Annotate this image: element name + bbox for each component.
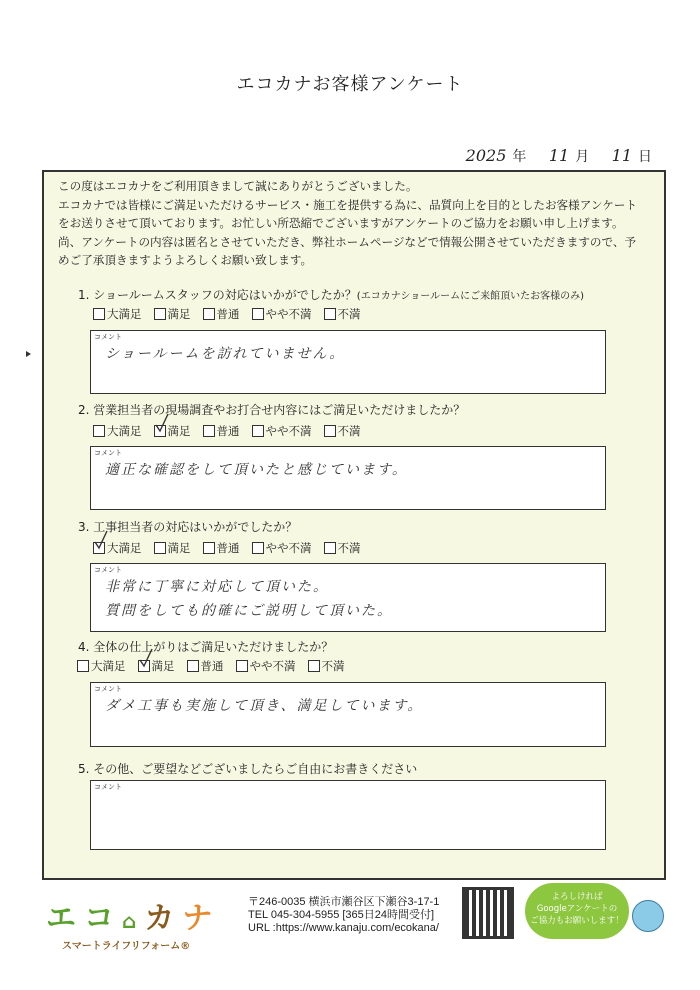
rating-option[interactable] (308, 658, 345, 674)
rating-option[interactable] (77, 658, 126, 674)
option-label: 大満足 (107, 541, 142, 555)
checkbox[interactable] (154, 542, 166, 554)
scan-marker-icon (26, 351, 31, 357)
handwritten-comment: ダメ工事も実施して頂き、満足しています。 (105, 698, 424, 714)
handwritten-comment: 適正な確認をして頂いたと感じています。 (105, 462, 408, 478)
rating-option[interactable] (93, 306, 142, 322)
option-label: 大満足 (91, 659, 126, 673)
comment-label: コメント (94, 685, 122, 693)
option-label: 不満 (337, 541, 361, 555)
comment-label: コメント (94, 333, 122, 341)
checkbox[interactable] (324, 542, 336, 554)
rating-option[interactable] (203, 306, 240, 322)
month-label: 月 (575, 149, 590, 165)
checkbox[interactable] (324, 308, 336, 320)
question-text: 1. ショールームスタッフの対応はいかがでしたか？ (78, 288, 357, 302)
date-day: 11 (611, 146, 632, 165)
rating-option[interactable] (252, 306, 312, 322)
question-text: 3. 工事担当者の対応はいかがでしたか？ (78, 520, 298, 534)
date-line (448, 146, 652, 166)
option-label: 大満足 (107, 307, 142, 321)
comment-box[interactable] (90, 446, 606, 510)
check-mark-icon (154, 413, 170, 433)
option-label: 満足 (151, 659, 175, 673)
option-label: 不満 (337, 424, 361, 438)
handwritten-comment: 質問をしても的確にご説明して頂いた。 (105, 603, 393, 619)
checkbox[interactable] (236, 660, 248, 672)
handwritten-comment: 非常に丁寧に対応して頂いた。 (105, 579, 329, 595)
rating-option[interactable] (324, 423, 361, 439)
bubble-line: ご協力もお願いします！ (530, 916, 624, 926)
comment-box[interactable] (90, 780, 606, 850)
intro-line: めご了承頂きますようよろしくお願い致します。 (58, 253, 313, 268)
option-label: やや不満 (249, 659, 296, 673)
option-label: 普通 (216, 307, 240, 321)
option-label: 満足 (167, 541, 191, 555)
option-label: やや不満 (265, 541, 312, 555)
checkbox[interactable] (187, 660, 199, 672)
qr-code[interactable] (462, 887, 514, 939)
intro-text (58, 177, 637, 270)
ecokana-logo (46, 893, 220, 952)
rating-options (93, 306, 361, 322)
rating-option[interactable] (154, 306, 191, 322)
checkbox[interactable] (77, 660, 89, 672)
checkbox[interactable] (252, 425, 264, 437)
question-1 (78, 286, 584, 303)
option-label: 普通 (216, 541, 240, 555)
checkbox[interactable] (203, 425, 215, 437)
rating-options (77, 658, 345, 674)
earth-mascot-icon (632, 900, 664, 932)
comment-box[interactable] (90, 563, 606, 632)
date-year: 2025 (465, 146, 507, 165)
option-label: 満足 (167, 307, 191, 321)
rating-option[interactable] (187, 658, 224, 674)
company-contact (248, 896, 439, 935)
checkbox[interactable] (203, 308, 215, 320)
checkbox[interactable] (93, 308, 105, 320)
rating-options (93, 423, 361, 439)
bubble-line: Googleアンケートの (536, 904, 618, 914)
comment-box[interactable] (90, 330, 606, 394)
google-survey-bubble (525, 883, 629, 939)
question-text: 4. 全体の仕上がりはご満足いただけましたか？ (78, 640, 334, 654)
rating-options (93, 540, 361, 556)
comment-label: コメント (94, 566, 122, 574)
page-title: エコカナお客様アンケート (236, 74, 464, 95)
comment-label: コメント (94, 449, 122, 457)
checkbox[interactable] (203, 542, 215, 554)
day-label: 日 (638, 149, 652, 165)
check-mark-icon (93, 530, 109, 550)
option-label: やや不満 (265, 424, 312, 438)
option-label: 普通 (216, 424, 240, 438)
rating-option[interactable] (252, 423, 312, 439)
intro-line: をお送りさせて頂いております。お忙しい所恐縮でございますがアンケートのご協力をお願い申し上げます。 (58, 216, 624, 231)
question-5 (78, 760, 417, 777)
rating-option[interactable] (252, 540, 312, 556)
rating-option[interactable] (236, 658, 296, 674)
comment-label: コメント (94, 783, 122, 791)
check-mark-icon (138, 648, 154, 668)
logo-subtitle: スマートライフリフォーム® (62, 941, 191, 952)
checkbox[interactable] (308, 660, 320, 672)
rating-option[interactable] (324, 540, 361, 556)
comment-box[interactable] (90, 682, 606, 747)
checkbox[interactable] (324, 425, 336, 437)
date-month: 11 (548, 146, 570, 165)
question-note: (エコカナショールームにご来館頂いたお客様のみ) (356, 291, 584, 302)
address: 〒246-0035 横浜市瀬谷区下瀬谷3-17-1 (248, 896, 440, 908)
checkbox[interactable] (252, 542, 264, 554)
handwritten-comment: ショールームを訪れていません。 (105, 346, 346, 362)
option-label: やや不満 (265, 307, 312, 321)
rating-option[interactable] (203, 540, 240, 556)
logo-mark: エコ⌂カナ (46, 901, 221, 936)
question-4 (78, 638, 333, 655)
question-text: 2. 営業担当者の現場調査やお打合せ内容にはご満足いただけましたか？ (78, 403, 466, 417)
checkbox[interactable] (252, 308, 264, 320)
intro-line: この度はエコカナをご利用頂きまして誠にありがとうございました。 (58, 179, 418, 193)
question-3 (78, 518, 297, 535)
checkbox[interactable] (93, 425, 105, 437)
rating-option[interactable] (93, 540, 142, 556)
bubble-line: よろしければ (551, 892, 603, 902)
rating-option[interactable] (154, 423, 191, 439)
rating-option[interactable] (93, 423, 142, 439)
rating-option[interactable] (154, 540, 191, 556)
rating-option[interactable] (138, 658, 175, 674)
checkbox[interactable] (154, 308, 166, 320)
website-url[interactable]: URL :https://www.kanaju.com/ecokana/ (248, 922, 439, 934)
option-label: 普通 (200, 659, 224, 673)
option-label: 大満足 (107, 424, 142, 438)
phone: TEL 045-304-5955 [365日24時間受付] (248, 909, 435, 921)
year-label: 年 (512, 149, 527, 165)
rating-option[interactable] (203, 423, 240, 439)
rating-option[interactable] (324, 306, 361, 322)
option-label: 不満 (321, 659, 345, 673)
question-2 (78, 401, 465, 418)
option-label: 満足 (167, 424, 191, 438)
option-label: 不満 (337, 307, 361, 321)
intro-line: エコカナでは皆様にご満足いただけるサービス・施工を提供する為に、品質向上を目的としたお客様アンケート (58, 197, 637, 212)
question-text: 5. その他、ご要望などございましたらご自由にお書きください (78, 762, 418, 776)
intro-line: 尚、アンケートの内容は匿名とさせていただき、弊社ホームページなどで情報公開させていただきますので、予 (58, 234, 637, 249)
